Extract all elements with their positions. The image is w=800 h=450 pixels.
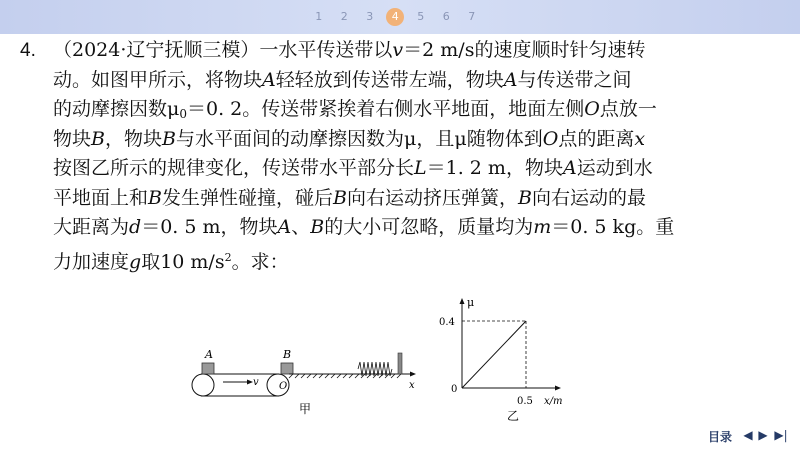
text-span: 向右运动的最	[531, 186, 646, 209]
label-origin-o: O	[279, 381, 288, 392]
problem-line-2	[20, 66, 780, 96]
block-b-shape	[281, 363, 293, 374]
text-span: ＝0. 2。传送带紧挨着右侧水平地面，地面左侧	[187, 98, 585, 120]
problem-line-1	[20, 36, 780, 66]
text-span: 物块	[53, 127, 92, 150]
previous-page-icon[interactable]: ◀	[743, 428, 753, 442]
text-span: 发生弹性碰撞，碰后	[161, 186, 333, 209]
y-axis-arrowhead	[460, 298, 465, 304]
text-span: ＝0. 5 m，物块	[141, 216, 278, 238]
text-span: ＝1. 2 m，物块	[426, 157, 563, 179]
figure-yi-graph	[435, 294, 585, 426]
text-span: 的大小可忽略，质量均为	[324, 216, 534, 238]
top-bar	[0, 0, 800, 34]
symbol-b: B	[162, 127, 176, 150]
problem-line-6	[20, 184, 780, 214]
x-axis-arrowhead	[555, 386, 561, 391]
text-span: 与传送带之间	[517, 68, 632, 91]
symbol-b: B	[310, 216, 325, 238]
text-span: 的动摩擦因数	[53, 98, 168, 120]
symbol-a: A	[277, 216, 292, 238]
symbol-o: O	[584, 98, 600, 120]
problem-line-5	[20, 154, 780, 184]
caption-jia: 甲	[299, 402, 312, 416]
mu-line	[462, 321, 526, 388]
symbol-a: A	[262, 68, 276, 91]
problem-line-3	[20, 95, 780, 125]
symbol-m: m	[533, 216, 552, 238]
text-span: 、	[291, 216, 311, 238]
symbol-mu: μ	[454, 127, 467, 150]
problem-line-8	[20, 243, 780, 273]
y-axis-label: μ	[467, 296, 475, 309]
page-3-button[interactable]: 3	[366, 10, 374, 23]
text-span: 按图乙所示的规律变化，传送带水平部分长	[53, 157, 415, 179]
text-span: 取10 m/s	[141, 250, 225, 273]
page-6-button[interactable]: 6	[442, 10, 450, 23]
symbol-a: A	[503, 68, 518, 91]
ground-hatching	[289, 374, 401, 378]
symbol-d: d	[129, 216, 142, 238]
problem-number: 4.	[20, 40, 36, 61]
figure-jia-diagram	[185, 345, 425, 420]
x-tick-label: 0.5	[517, 396, 533, 407]
superscript-2: 2	[224, 250, 232, 264]
label-axis-x: x	[409, 380, 415, 391]
page-4-button-current[interactable]: 4	[386, 8, 404, 26]
text-span: 力加速度	[53, 250, 130, 273]
text-span: 平地面上和	[53, 186, 149, 209]
symbol-g: g	[129, 250, 142, 273]
x-axis-label: x/m	[544, 396, 563, 407]
symbol-b: B	[333, 186, 347, 209]
text-span: ＝2 m/s的速度顺时针匀速转	[403, 39, 646, 61]
label-velocity: v	[253, 377, 259, 388]
spring-wall	[398, 353, 402, 374]
page-7-button[interactable]: 7	[468, 10, 476, 23]
problem-text	[20, 36, 780, 272]
symbol-o: O	[542, 127, 559, 150]
text-span: 运动到水	[576, 157, 653, 179]
symbol-x: x	[634, 127, 646, 150]
symbol-b: B	[148, 186, 162, 209]
text-span: 一水平传送带以	[259, 39, 393, 61]
problem-source: （2024·辽宁抚顺三模）	[53, 39, 260, 61]
origin-label: 0	[451, 384, 458, 395]
symbol-mu: μ	[167, 98, 180, 120]
text-span: 与水平面间的动摩擦因数为	[175, 127, 404, 150]
text-span: 轻轻放到传送带左端，物块	[275, 68, 504, 91]
text-span: 向右运动挤压弹簧，	[346, 186, 518, 209]
text-span: 大距离为	[53, 216, 130, 238]
problem-line-7	[20, 213, 780, 243]
page-5-button[interactable]: 5	[417, 10, 425, 23]
text-span: ，且	[416, 127, 455, 150]
subscript-0: 0	[179, 107, 188, 121]
label-block-a: A	[205, 348, 213, 361]
symbol-l: L	[414, 157, 427, 179]
symbol-b: B	[91, 127, 105, 150]
text-span: ，物块	[104, 127, 162, 150]
text-span: 点放一	[599, 98, 657, 120]
y-tick-label: 0.4	[439, 317, 455, 328]
text-span: 随物体到	[466, 127, 543, 150]
caption-yi: 乙	[507, 409, 520, 423]
last-page-icon[interactable]: ▶|	[774, 428, 788, 442]
page-navigator	[306, 8, 485, 26]
table-of-contents-button[interactable]: 目录	[708, 430, 733, 444]
label-block-b: B	[283, 348, 292, 361]
text-span: 。求：	[231, 250, 289, 273]
block-a-shape	[202, 363, 214, 374]
text-span: ＝0. 5 kg。重	[551, 216, 675, 238]
page-1-button[interactable]: 1	[315, 10, 323, 23]
text-span: 点的距离	[558, 127, 635, 150]
symbol-mu: μ	[403, 127, 417, 150]
axis-arrowhead	[410, 372, 416, 377]
next-page-icon[interactable]: ▶	[758, 428, 768, 442]
text-span: 动。如图甲所示，将物块	[53, 68, 263, 91]
symbol-a: A	[562, 157, 577, 179]
page-2-button[interactable]: 2	[340, 10, 348, 23]
symbol-b: B	[517, 186, 532, 209]
left-pulley	[192, 374, 214, 396]
problem-line-4	[20, 125, 780, 155]
symbol-v: v	[392, 39, 404, 61]
